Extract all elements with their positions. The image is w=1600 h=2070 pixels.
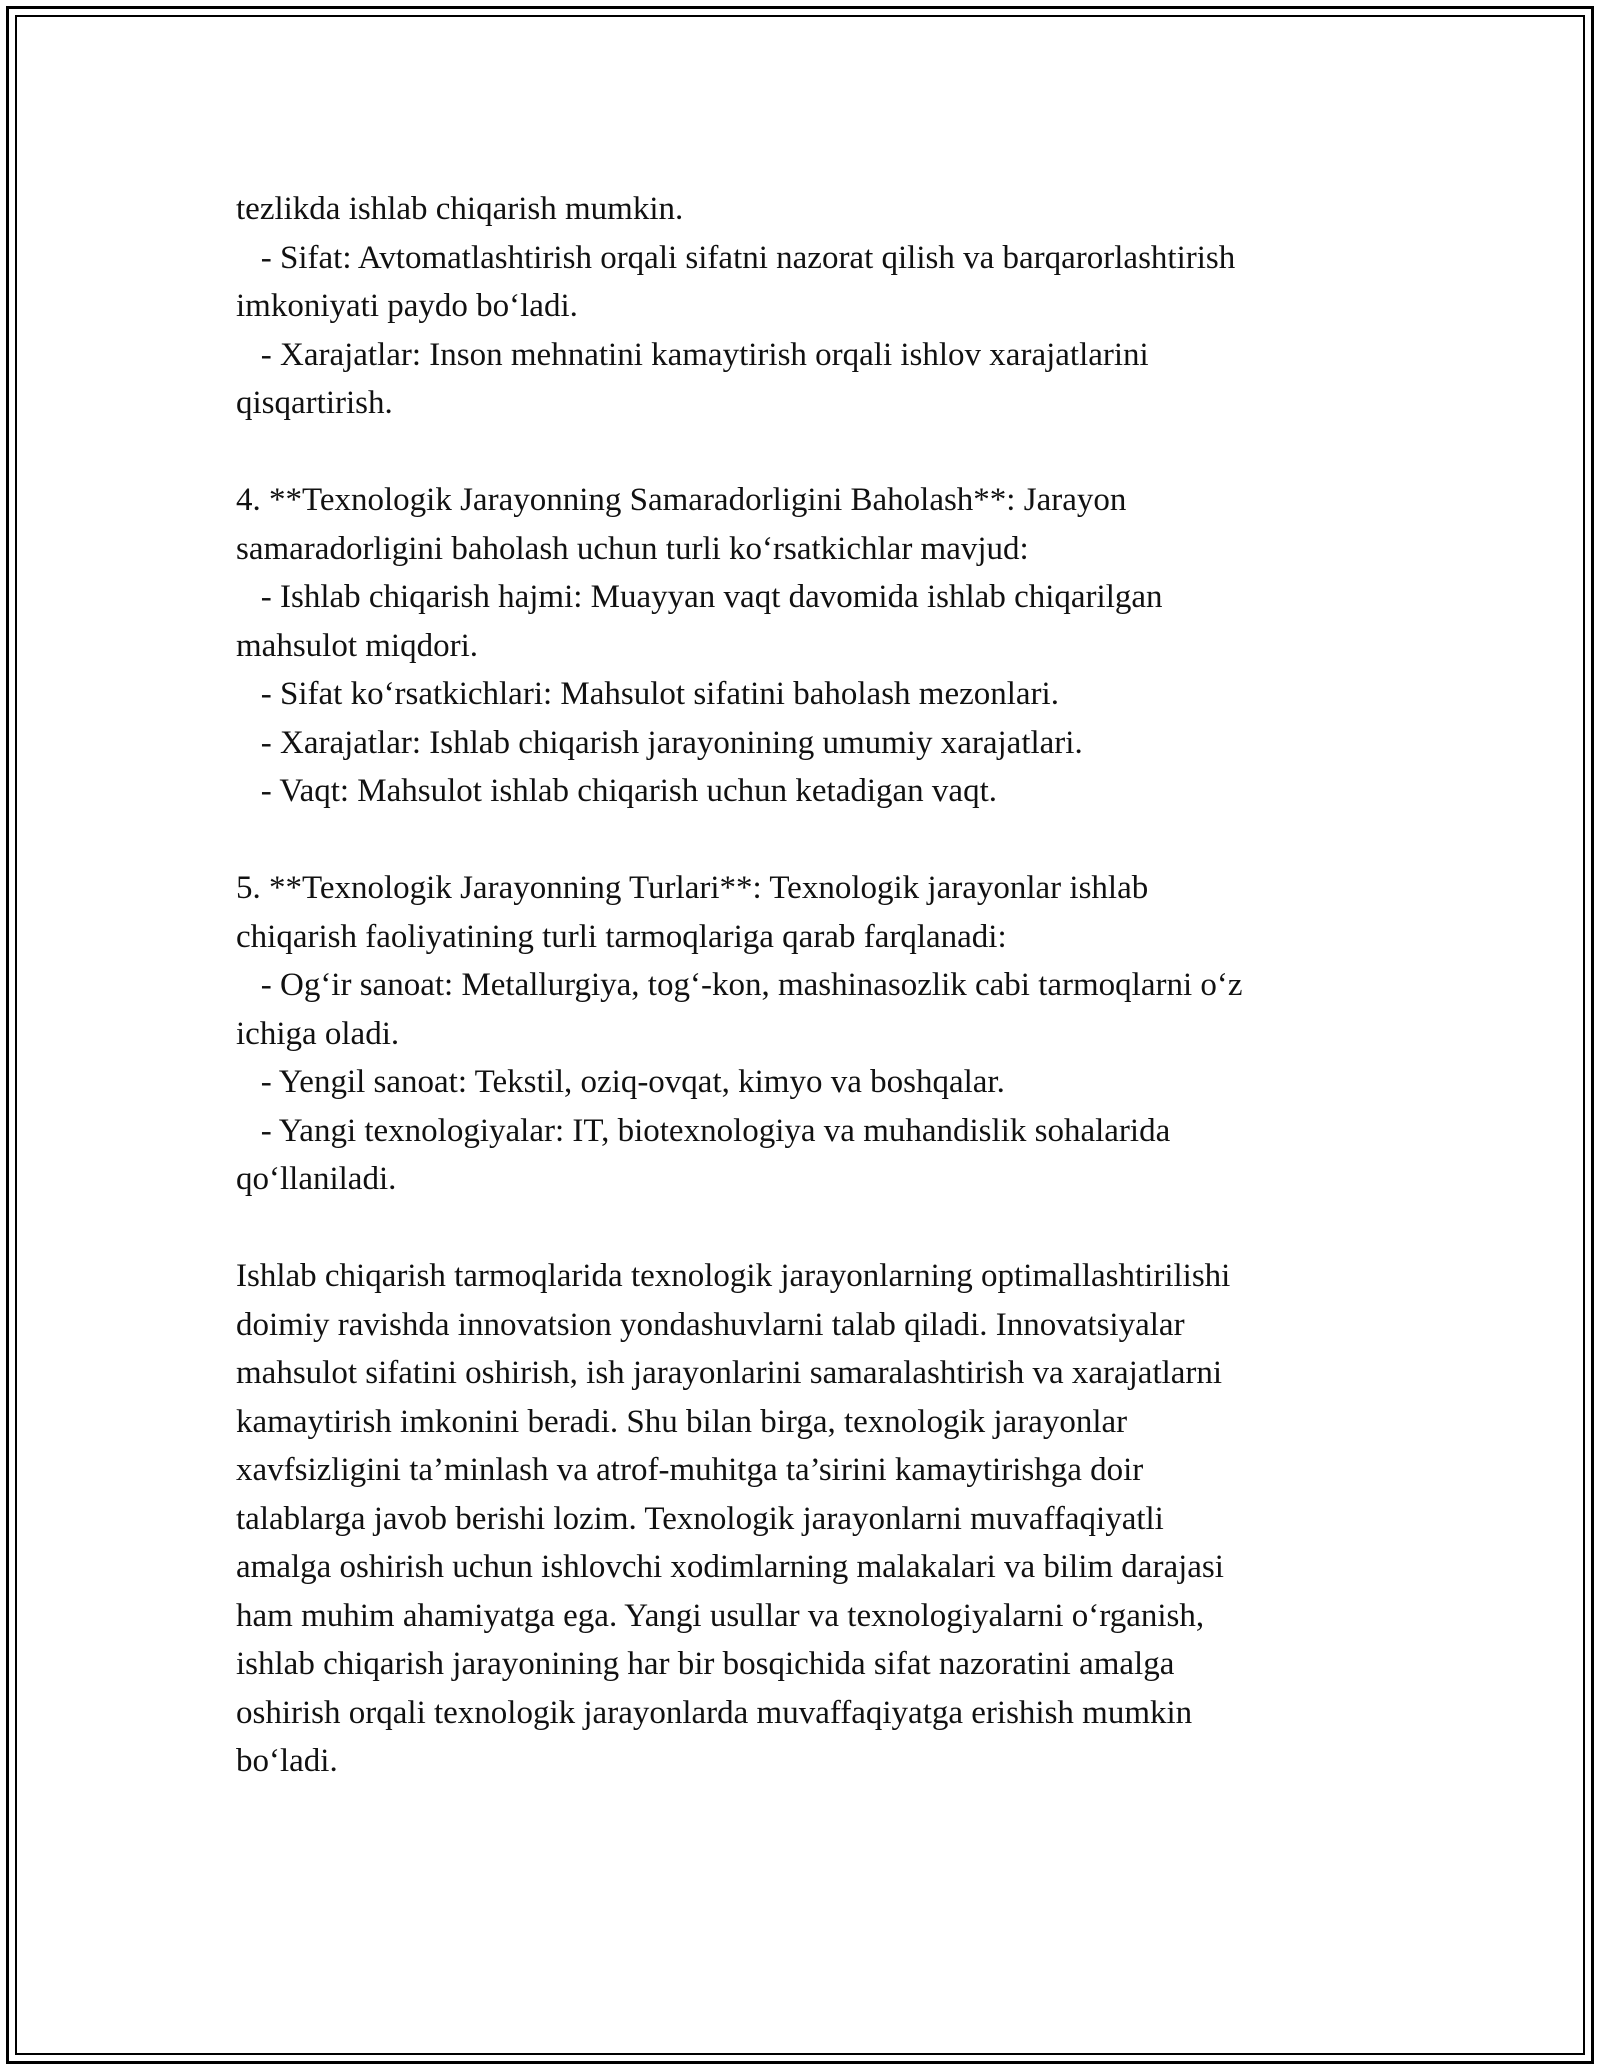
text-line: doimiy ravishda innovatsion yondashuvlarni talab qiladi. Innovatsiyalar xyxy=(236,1306,1185,1343)
text-line: chiqarish faoliyatining turli tarmoqlariga qarab farqlanadi: xyxy=(236,918,1007,955)
text-line: xavfsizligini ta’minlash va atrof-muhitga ta’sirini kamaytirishga doir xyxy=(236,1452,1144,1488)
text-line: amalga oshirish uchun ishlovchi xodimlarning malakalari va bilim darajasi xyxy=(236,1549,1224,1585)
text-line: ishlab chiqarish jarayonining har bir bosqichida sifat nazoratini amalga xyxy=(236,1646,1175,1682)
text-line: - Ishlab chiqarish hajmi: Muayyan vaqt davomida ishlab chiqarilgan xyxy=(236,579,1163,615)
text-line: ham muhim ahamiyatga ega. Yangi usullar va texnologiyalarni o‘rganish, xyxy=(236,1597,1205,1634)
text-line: - Yengil sanoat: Tekstil, oziq-ovqat, kimyo va boshqalar. xyxy=(236,1064,1005,1100)
document-body xyxy=(236,185,1386,1786)
text-line: ichiga oladi. xyxy=(236,1015,400,1052)
paragraph-gap xyxy=(236,816,1386,865)
text-line: - Xarajatlar: Inson mehnatini kamaytirish orqali ishlov xarajatlarini xyxy=(236,336,1149,373)
text-line: - Sifat ko‘rsatkichlari: Mahsulot sifatini baholash mezonlari. xyxy=(236,676,1059,712)
text-line: bo‘ladi. xyxy=(236,1743,338,1779)
section-heading-line: 4. **Texnologik Jarayonning Samaradorligini Baholash**: Jarayon xyxy=(236,482,1127,518)
section-heading-line: 5. **Texnologik Jarayonning Turlari**: Texnologik jarayonlar ishlab xyxy=(236,870,1149,906)
text-line: - Xarajatlar: Ishlab chiqarish jarayonining umumiy xarajatlari. xyxy=(236,724,1083,761)
text-line: qo‘llaniladi. xyxy=(236,1161,397,1197)
text-line: oshirish orqali texnologik jarayonlarda muvaffaqiyatga erishish mumkin xyxy=(236,1694,1193,1731)
text-line: mahsulot miqdori. xyxy=(236,627,478,664)
text-line: - Yangi texnologiyalar: IT, biotexnologiya va muhandislik sohalarida xyxy=(236,1112,1171,1149)
text-line: - Sifat: Avtomatlashtirish orqali sifatni nazorat qilish va barqarorlashtirish xyxy=(236,239,1236,276)
paragraph-gap xyxy=(236,428,1386,477)
text-line: kamaytirish imkonini beradi. Shu bilan birga, texnologik jarayonlar xyxy=(236,1403,1128,1440)
paragraph-gap xyxy=(236,1204,1386,1253)
text-line: samaradorligini baholash uchun turli ko‘rsatkichlar mavjud: xyxy=(236,530,1029,567)
text-line: mahsulot sifatini oshirish, ish jarayonlarini samaralashtirish va xarajatlarni xyxy=(236,1355,1223,1391)
text-line: imkoniyati paydo bo‘ladi. xyxy=(236,288,578,324)
text-line: Ishlab chiqarish tarmoqlarida texnologik jarayonlarning optimallashtirilishi xyxy=(236,1258,1231,1294)
text-line: - Vaqt: Mahsulot ishlab chiqarish uchun ketadigan vaqt. xyxy=(236,773,997,809)
text-line: tezlikda ishlab chiqarish mumkin. xyxy=(236,191,684,227)
text-line: talablarga javob berishi lozim. Texnologik jarayonlarni muvaffaqiyatli xyxy=(236,1500,1164,1537)
text-line: - Og‘ir sanoat: Metallurgiya, tog‘-kon, mashinasozlik cabi tarmoqlarni o‘z xyxy=(236,967,1243,1003)
text-line: qisqartirish. xyxy=(236,385,393,421)
